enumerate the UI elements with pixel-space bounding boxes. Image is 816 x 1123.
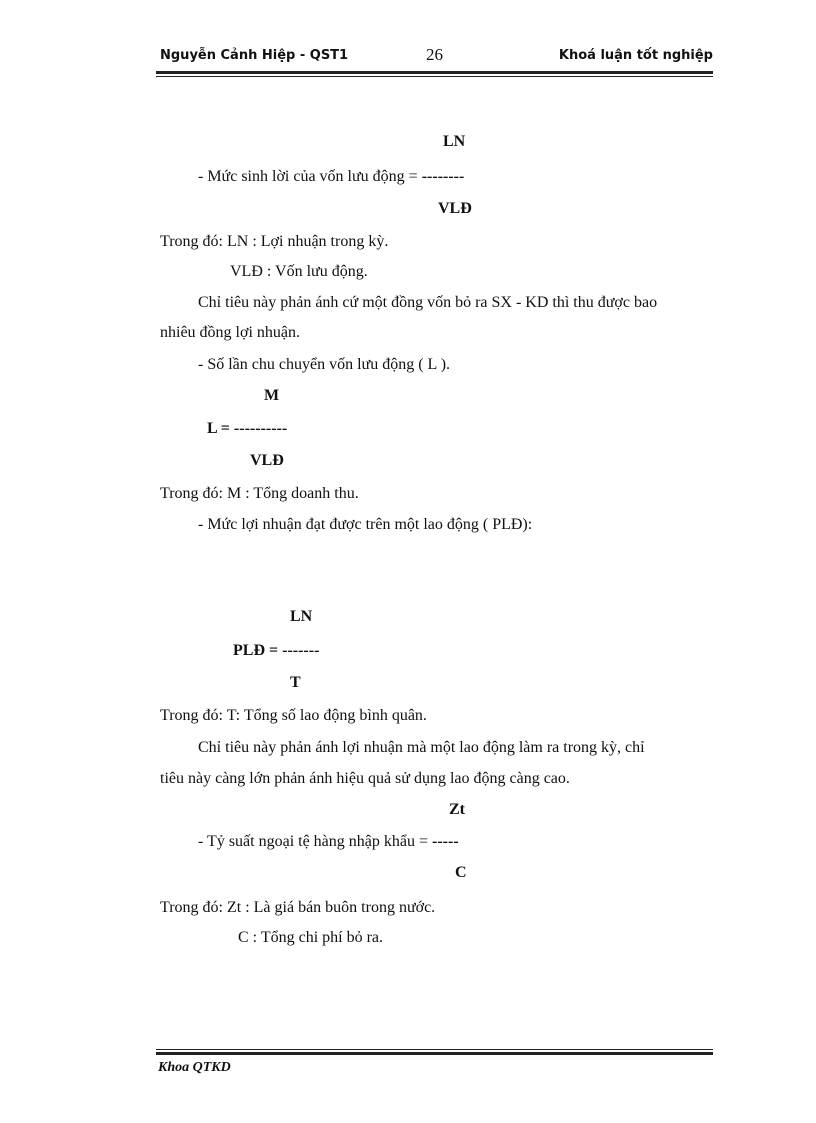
header-rule-thick xyxy=(156,71,713,74)
definition3: Trong đó: T: Tổng số lao động bình quân. xyxy=(160,707,427,724)
formula3-numerator: LN xyxy=(290,608,313,625)
formula2-denominator: VLĐ xyxy=(250,452,284,469)
header-rule-thin xyxy=(156,76,713,77)
footer-rule-thick xyxy=(156,1052,713,1055)
header-author: Nguyễn Cảnh Hiệp - QST1 xyxy=(160,48,349,63)
formula1-denominator: VLĐ xyxy=(438,200,472,217)
footer-rule-thin xyxy=(156,1049,713,1050)
formula1-line: - Mức sinh lời của vốn lưu động = -------- xyxy=(198,168,465,185)
formula2-line: L = ---------- xyxy=(207,420,288,437)
header-title: Khoá luận tốt nghiệp xyxy=(558,48,713,63)
paragraph3-line1: Chỉ tiêu này phản ánh lợi nhuận mà một lao động làm ra trong kỳ, chỉ xyxy=(198,739,645,756)
formula1-numerator: LN xyxy=(443,133,466,150)
definition4-line1: Trong đó: Zt : Là giá bán buôn trong nước. xyxy=(160,899,436,916)
item3-heading: - Mức lợi nhuận đạt được trên một lao động ( PLĐ): xyxy=(198,516,533,533)
paragraph1-line1: Chỉ tiêu này phản ánh cứ một đồng vốn bỏ ra SX - KD thì thu được bao xyxy=(198,294,658,311)
formula3-line: PLĐ = ------- xyxy=(233,642,320,659)
formula2-numerator: M xyxy=(264,387,280,404)
definition4-line2: C : Tổng chi phí bỏ ra. xyxy=(238,929,384,946)
definition1-line2: VLĐ : Vốn lưu động. xyxy=(230,263,368,280)
paragraph1-line2: nhiêu đồng lợi nhuận. xyxy=(160,324,300,341)
formula4-line: - Tỷ suất ngoại tệ hàng nhập khẩu = ----- xyxy=(198,833,459,850)
formula3-denominator: T xyxy=(290,674,301,691)
definition2: Trong đó: M : Tổng doanh thu. xyxy=(160,485,359,502)
item2-heading: - Số lần chu chuyển vốn lưu động ( L ). xyxy=(198,356,451,373)
header-page-number: 26 xyxy=(426,45,443,64)
footer-department: Khoa QTKD xyxy=(158,1060,231,1075)
definition1-line1: Trong đó: LN : Lợi nhuận trong kỳ. xyxy=(160,233,389,250)
formula4-denominator: C xyxy=(455,864,467,881)
formula4-numerator: Zt xyxy=(449,801,465,818)
paragraph3-line2: tiêu này càng lớn phản ánh hiệu quả sử dụng lao động càng cao. xyxy=(160,770,570,787)
